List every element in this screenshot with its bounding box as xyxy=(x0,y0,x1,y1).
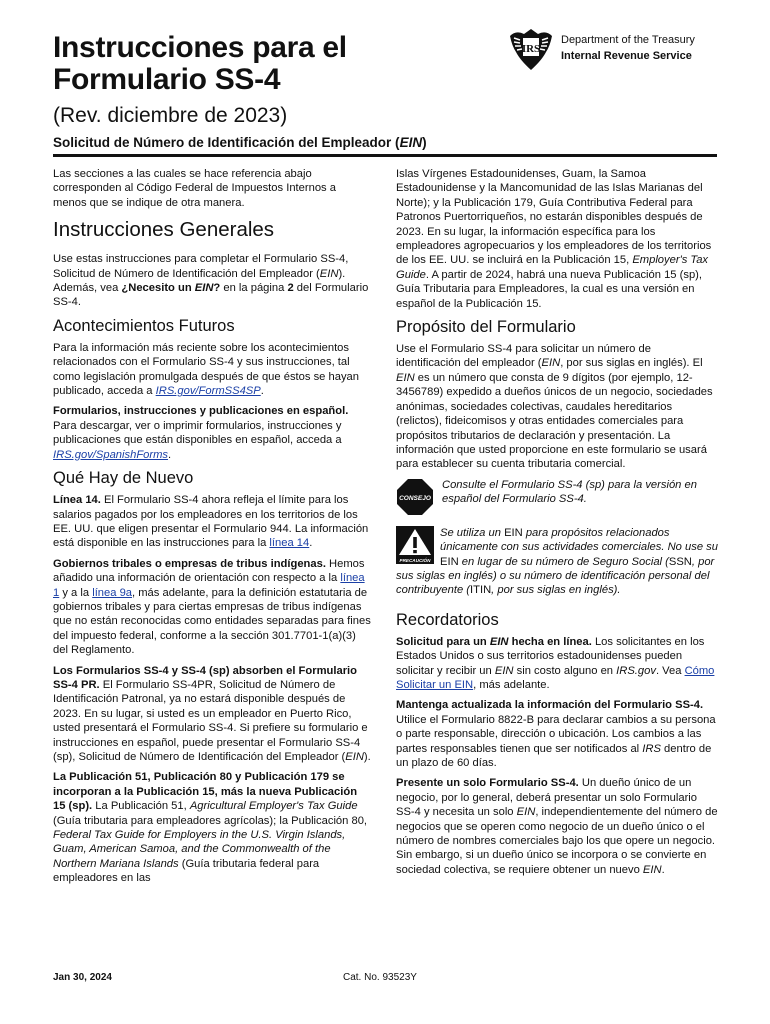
heading-general-instructions: Instrucciones Generales xyxy=(53,218,275,242)
general-paragraph: Use estas instrucciones para completar el Formulario SS-4, Solicitud de Número de Identificación del Empleador (EIN). Además, vea ¿Necesito un EIN? en la página 2 del Formulario SS-4. xyxy=(53,253,369,309)
svg-text:CONSEJO: CONSEJO xyxy=(399,494,431,502)
left-column xyxy=(53,167,371,892)
line14-paragraph: Línea 14. El Formulario SS-4 ahora refleja el límite para los salarios pagados por los empleadores en los territorios de los EE. UU. que eligen presentar el Formulario 944. La información está disponible en las instrucciones para la línea 14. xyxy=(53,494,369,550)
revision-date: (Rev. diciembre de 2023) xyxy=(53,104,288,127)
heading-future-developments: Acontecimientos Futuros xyxy=(53,316,235,335)
publications-paragraph: La Publicación 51, Publicación 80 y Publicación 179 se incorporan a la Publicación 15, más la nueva Publicación 15 (sp). La Publicación 51, Agricultural Employer's Tax Guide (Guía tributaria para empleadores agrícolas); la Publicación 80, Federal Tax Guide for Employers in the U.S. Virgin Islands, Guam, American Samoa, and the Commonwealth of the Northern Mariana Islands (Guía tributaria federal para empleadores en las xyxy=(53,771,368,885)
right-column xyxy=(396,167,718,883)
link-formss4sp[interactable]: IRS.gov/FormSS4SP xyxy=(155,385,261,398)
single-form-paragraph: Presente un solo Formulario SS-4. Un dueño único de un negocio, por lo general, deberá presentar un solo Formulario SS-4 y necesita un solo EIN, independientemente del número de negocios que se operen como negocio de un dueño único o el número de nombres comerciales bajo los que opere un negocio. Sin embargo, si un dueño único se incorpora o se convierte en sociedad colectiva, se requiere obtener un nuevo EIN. xyxy=(396,777,718,876)
tip-text: Consulte el Formulario SS-4 (sp) para la versión en español del Formulario SS-4. xyxy=(442,478,697,506)
link-how-to-apply[interactable]: Cómo Solicitar un EIN xyxy=(396,664,715,691)
agency-name: Department of the Treasury Internal Revenue Service xyxy=(561,34,695,62)
irs-eagle-logo xyxy=(506,26,556,72)
caution-warning-icon xyxy=(396,526,434,564)
subtitle: Solicitud de Número de Identificación del Empleador (EIN) xyxy=(53,135,427,150)
purpose-paragraph: Use el Formulario SS-4 para solicitar un número de identificación del empleador (EIN, por sus siglas en inglés). El EIN es un número que consta de 9 dígitos (por ejemplo, 12-3456789) expedido a dueños únicos de un negocio, sociedades anónimas, sociedades colectivas, caudales hereditarios (relictos), fideicomisos y otras entidades comerciales para propósitos tributarios de declaración y presentación. La información que usted proporcione en este formulario se usará para establecer su cuenta tributaria comercial. xyxy=(396,343,713,471)
heading-reminders: Recordatorios xyxy=(396,610,499,629)
title-rule xyxy=(53,154,717,157)
link-spanishforms[interactable]: IRS.gov/SpanishForms xyxy=(53,448,169,461)
svg-text:PRECAUCIÓN: PRECAUCIÓN xyxy=(399,557,431,563)
tip-icon xyxy=(396,478,434,516)
intro-paragraph: Las secciones a las cuales se hace referencia abajo corresponden al Código Federal de Impuestos Internos a menos que se indique de otra manera. xyxy=(53,168,336,209)
online-paragraph: Solicitud para un EIN hecha en línea. Los solicitantes en los Estados Unidos o sus territorios estadounidenses pueden solicitar y recibir un EIN sin costo alguno en IRS.gov. Vea Cómo Solicitar un EIN, más adelante. xyxy=(396,635,715,691)
future-paragraph: Para la información más reciente sobre los acontecimientos relacionados con el Formulario SS-4 y sus instrucciones, tal como legislación promulgada después de que éstos se hayan publicado, acceda a IRS.gov/FormSS4SP. xyxy=(53,341,359,398)
footer-date: Jan 30, 2024 xyxy=(53,972,112,983)
publications-continued: Islas Vírgenes Estadounidenses, Guam, la Samoa Estadounidense y la Mancomunidad de las Islas Marianas del Norte); y la Publicación 179, Guía Contributiva Federal para Patronos Puertorriqueños, no estarán disponibles después de 2023. En su lugar, la información específica para los empleadores agropecuarios y los empleadores de los territorios de los EE. UU. se incluirá en la Publicación 15, Employer's Tax Guide. A partir de 2024, habrá una nueva Publicación 15 (sp), Guía Tributaria para Empleadores, la cual es una versión en español de la Publicación 15. xyxy=(396,168,712,310)
link-line14[interactable]: línea 14 xyxy=(269,537,310,550)
heading-whats-new: Qué Hay de Nuevo xyxy=(53,469,194,488)
heading-purpose: Propósito del Formulario xyxy=(396,318,576,337)
tribal-paragraph: Gobiernos tribales o empresas de tribus indígenas. Hemos añadido una información de orientación con respecto a la línea 1 y a la línea 9a, más adelante, para la definición estatutaria de gobiernos tribales y para ciertas empresas de tribus indígenas que no están reconocidas como entidades separadas para fines del impuesto federal, conforme a la sección 301.7701-1(a)(3) del Reglamento. xyxy=(53,557,371,657)
link-line1[interactable]: línea 1 xyxy=(53,572,365,599)
catalog-number: Cat. No. 93523Y xyxy=(343,972,417,983)
tip-notice xyxy=(396,478,718,516)
link-line9a[interactable]: línea 9a xyxy=(92,586,133,599)
forms-paragraph: Formularios, instrucciones y publicaciones en español. Para descargar, ver o imprimir formularios, instrucciones y publicaciones que están disponibles en español, acceda a IRS.gov/SpanishForms. xyxy=(53,405,349,461)
svg-text:IRS: IRS xyxy=(521,43,541,55)
caution-notice: PRECAUCIÓN Se utiliza un EIN para propósitos relacionados únicamente con sus actividades comerciales. No use su EIN en lugar de su número de Seguro Social (SSN, por sus siglas en inglés) o su número de identificación personal del contribuyente (ITIN, por sus siglas en inglés). xyxy=(396,526,718,597)
page-title: Instrucciones para el Formulario SS-4 xyxy=(53,31,347,96)
keep-updated-paragraph: Mantenga actualizada la información del Formulario SS-4. Utilice el Formulario 8822-B para declarar cambios a su persona o parte responsable, dirección o ubicación. Los cambios a las partes responsables tienen que ser notificados al IRS dentro de un plazo de 60 días. xyxy=(396,699,716,769)
ss4pr-paragraph: Los Formularios SS-4 y SS-4 (sp) absorben el Formulario SS-4 PR. El Formulario SS-4PR, Solicitud de Número de Identificación Patronal, ya no estará disponible después de 2023. En su lugar, si usted es un empleador en Puerto Rico, usted presentará el Formulario SS-4. Si prefiere su formulario e instrucciones en español, puede presentar el Formulario SS-4 (sp), Solicitud de Número de Identificación del Empleador (EIN). xyxy=(53,664,371,763)
